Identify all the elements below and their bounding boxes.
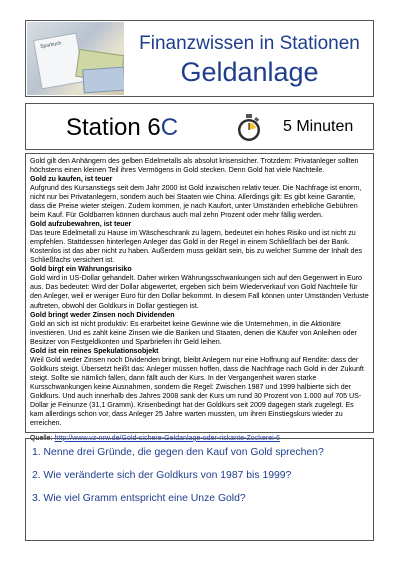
- banknote-image-2: [82, 67, 124, 94]
- section-heading: Gold birgt ein Währungsrisiko: [30, 265, 132, 274]
- section-body: Gold wird in US-Dollar gehandelt. Daher wirken Währungsschwankungen sich auf den Gegenwert in Euro aus. Das bedeutet: Wird der Dollar abgewertet, ergeben sich beim Wiederverkauf von Gold Nachteile für den Anleger, weil er weniger Euro für den Dollar bekommt. In diesem Fall können unter Umständen Verluste auftreten, obwohl der Goldkurs in Dollar gestiegen ist.: [30, 274, 369, 310]
- savings-book-photo: [27, 22, 124, 95]
- station-bar: [25, 103, 374, 150]
- header-banner: [25, 20, 374, 97]
- page-title: Geldanlage: [180, 57, 319, 87]
- article-text: [25, 153, 374, 442]
- section-body: Weil Gold weder Zinsen noch Dividenden bringt, bleibt Anlegern nur eine Hoffnung auf Rendite: dass der Goldkurs steigt. Übersetzt heißt das: Anleger müssen hoffen, dass die Nachfrage nach Gold in der Zukunft steigt. Sollte sie nämlich fallen, dann fällt auch der Kurs. In der Vergangenheit waren starke Kursschwankungen keine Ausnahmen, sondern die Regel: Zwischen 1987 und 1999 halbierte sich der Goldkurs. Und auch innerhalb des Jahres 2008 sank der Kurs um rund 30 Prozent von 1.000 auf 705 US-Dollar je Feinunze (31,1 Gramm). Krisenbedingt hat der Goldkurs seit 2009 dagegen stark zugelegt. Es kam allerdings schon vor, dass Anleger 25 Jahre warten mussten, um ihren Einstiegskurs wieder zu erreichen.: [30, 355, 364, 427]
- section-heading: Gold ist ein reines Spekulationsobjekt: [30, 346, 159, 355]
- question-3: 3. Wie viel Gramm entspricht eine Unze Gold?: [32, 493, 246, 504]
- section-heading: Gold zu kaufen, ist teuer: [30, 175, 113, 184]
- question-1: 1. Nenne drei Gründe, die gegen den Kauf von Gold sprechen?: [32, 447, 324, 458]
- page-subtitle: Finanzwissen in Stationen: [139, 33, 360, 54]
- station-duration: 5 Minuten: [283, 118, 354, 135]
- station-name: [66, 114, 178, 142]
- section-heading: Gold bringt weder Zinsen noch Dividenden: [30, 310, 175, 319]
- source-label: Quelle:: [30, 433, 53, 442]
- question-2: 2. Wie veränderte sich der Goldkurs von 1987 bis 1999?: [32, 470, 292, 481]
- section-body: Gold an sich ist nicht produktiv: Es erarbeitet keine Gewinne wie die Unternehmen, in die Aktionäre investieren. Und es zahlt keine Zinsen wie die Banken und Staaten, denen die Käufer von Anleihen oder Besitzer von Festgeldkonten und Sparbriefen ihr Geld leihen.: [30, 319, 357, 346]
- station-letter: C: [160, 114, 179, 141]
- station-label: Station 6: [66, 114, 161, 141]
- section-body: Aufgrund des Kursanstiegs seit dem Jahr 2000 ist Gold inzwischen relativ teuer. Die Nachfrage ist enorm, nicht nur bei Privatanlegern, sondern auch bei Staaten wie China. Allerdings gilt: Es gibt keine Garantie, dass die Preise wieter steigen. Zudem kommen, je nach Kaufort, unter Umständen erhebliche Gebühren beim Kauf. Für Goldbarren können durchaus auch mal zehn Prozent oder mehr fällig werden.: [30, 184, 362, 220]
- section-heading: Gold aufzubewahren, ist teuer: [30, 220, 132, 229]
- source-link[interactable]: http://www.vz-nrw.de/Gold-sichere-Geldanlage-oder-riskante-Zockerei-6: [54, 433, 280, 442]
- article-intro: Gold gilt den Anhängern des gelben Edelmetalls als absolut krisensicher. Trotzdem: Privatanleger sollten höchstens einen kleinen Teil ihres Vermögens in Gold stecken. Denn Gold hat viele Nachteile.: [30, 157, 359, 175]
- questions-box: [25, 438, 374, 541]
- stopwatch-icon: [234, 113, 264, 143]
- savings-book-label: Sparbuch: [39, 40, 62, 50]
- section-body: Das teure Edelmetall zu Hause im Wäscheschrank zu lagern, bedeutet ein hohes Risiko und ist nicht zu empfehlen. Stattdessen hinterlegen Anleger das Gold in der Regel in einem Schließfach bei der Bank. Kostenlos ist das aber nicht zu haben. Außerdem muss geklärt sein, bis zu welcher Summe der Inhalt des Schließfachs versichert ist.: [30, 229, 362, 265]
